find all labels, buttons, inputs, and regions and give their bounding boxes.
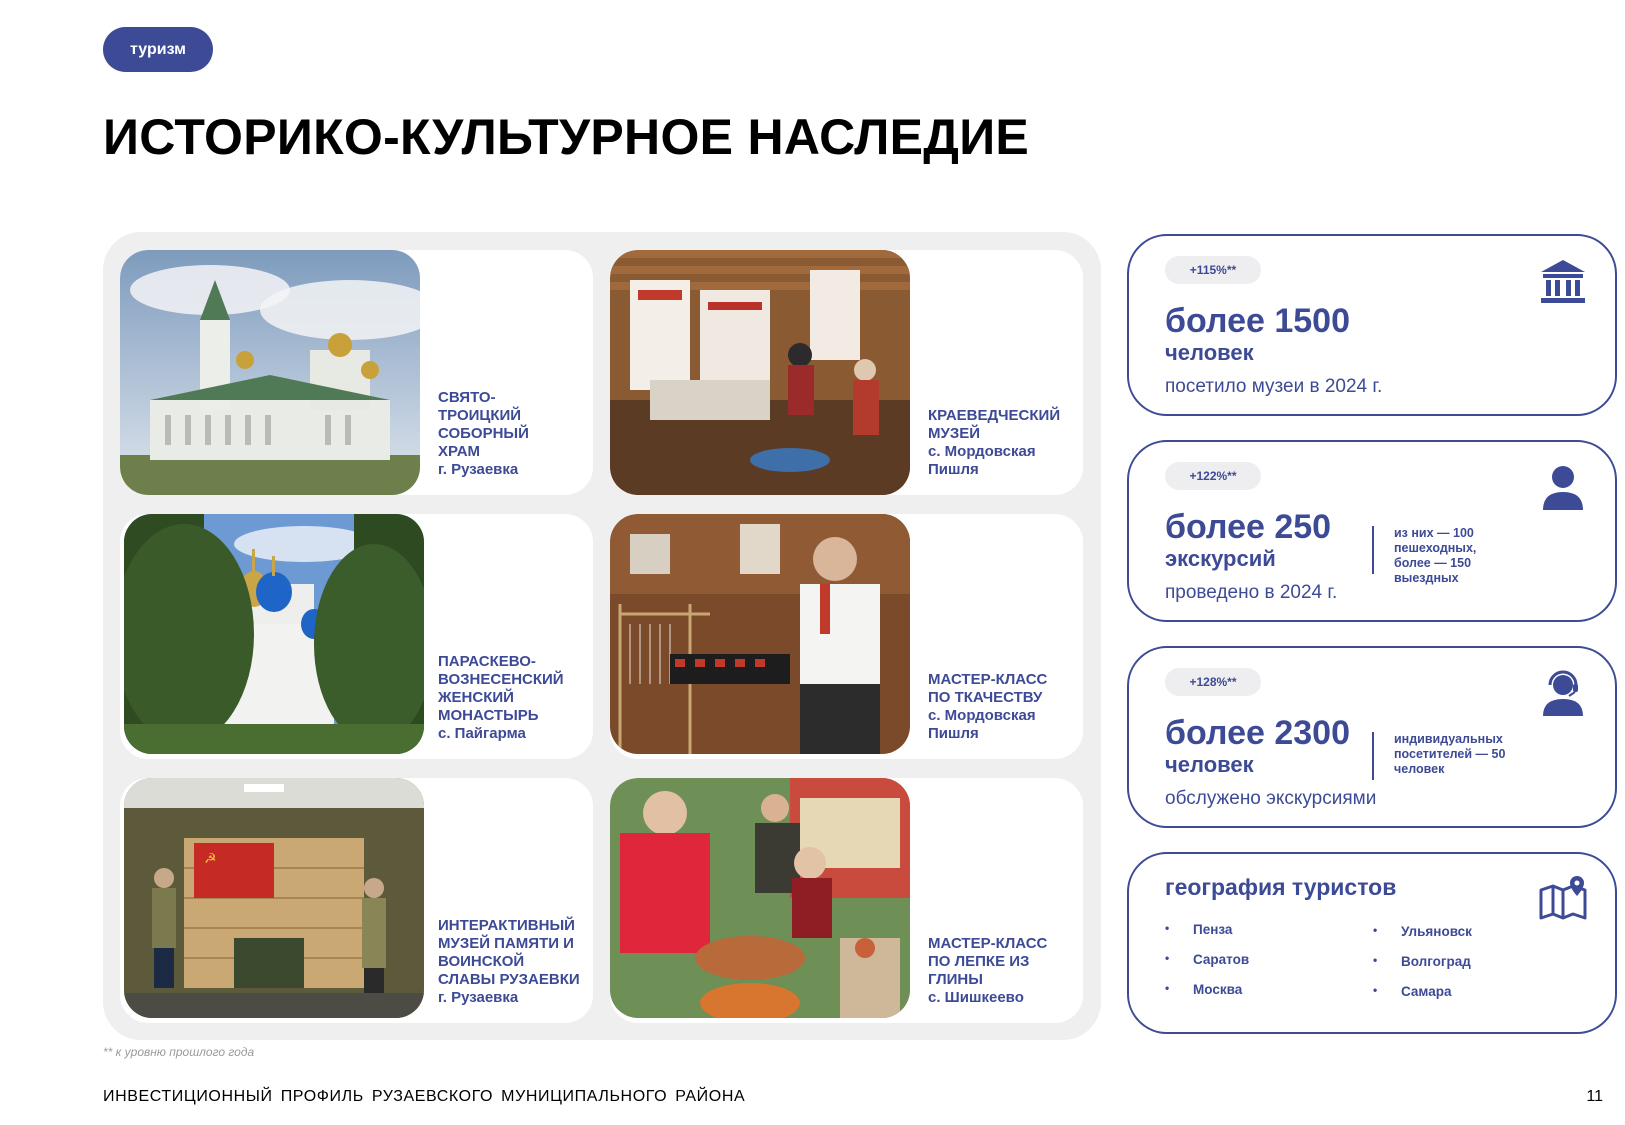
site-card-weaving: [610, 514, 1083, 759]
stat-note: из них — 100 пешеходных, более — 150 выездных: [1394, 526, 1477, 585]
site-place: с. Шишкеево: [928, 989, 1024, 1006]
site-caption: [438, 653, 588, 743]
stat-value: более 250: [1165, 508, 1332, 546]
city-item: • Москва: [1165, 982, 1249, 1012]
map-pin-icon: [1537, 872, 1589, 924]
city-item: • Пенза: [1165, 922, 1249, 952]
site-name: КРАЕВЕДЧЕСКИЙ МУЗЕЙ: [928, 407, 1061, 442]
stat-description: обслужено экскурсиями: [1165, 788, 1377, 809]
stat-note: индивидуальных посетителей — 50 человек: [1394, 732, 1506, 776]
page-number: 11: [1586, 1088, 1603, 1105]
stat-value: более 2300: [1165, 714, 1350, 752]
stat-card-served: [1127, 646, 1617, 828]
city-list-left: [1165, 922, 1249, 1012]
site-name: МАСТЕР-КЛАСС ПО ЛЕПКЕ ИЗ ГЛИНЫ: [928, 935, 1048, 988]
growth-badge: +115%**: [1165, 256, 1261, 284]
guide-headset-icon: [1537, 668, 1589, 720]
divider: [1372, 732, 1374, 780]
growth-badge: +128%**: [1165, 668, 1261, 696]
divider: [1372, 526, 1374, 574]
site-place: с. Мордовская Пишля: [928, 443, 1036, 478]
museum-photo: [610, 250, 910, 495]
stat-description: проведено в 2024 г.: [1165, 582, 1338, 603]
site-name: МАСТЕР-КЛАСС ПО ТКАЧЕСТВУ: [928, 671, 1048, 706]
city-item: • Саратов: [1165, 952, 1249, 982]
site-name: ПАРАСКЕВО- ВОЗНЕСЕНСКИЙ ЖЕНСКИЙ МОНАСТЫРЬ: [438, 653, 564, 724]
site-card-cathedral: [120, 250, 593, 495]
growth-badge: +122%**: [1165, 462, 1261, 490]
weaving-photo: [610, 514, 910, 754]
site-name: СВЯТО- ТРОИЦКИЙ СОБОРНЫЙ ХРАМ: [438, 389, 529, 460]
stat-value: более 1500: [1165, 302, 1350, 340]
svg-text:☭: ☭: [204, 851, 217, 867]
stat-description: посетило музеи в 2024 г.: [1165, 376, 1383, 397]
monastery-photo: [124, 514, 424, 754]
footer-text: ИНВЕСТИЦИОННЫЙ ПРОФИЛЬ РУЗАЕВСКОГО МУНИЦИПАЛЬНОГО РАЙОНА: [103, 1088, 746, 1105]
city-item: • Ульяновск: [1373, 924, 1472, 954]
city-item: • Волгоград: [1373, 954, 1472, 984]
site-place: с. Мордовская Пишля: [928, 707, 1036, 742]
museum-icon: [1537, 256, 1589, 308]
stat-card-excursions: [1127, 440, 1617, 622]
stat-unit: человек: [1165, 340, 1254, 365]
footnote: ** к уровню прошлого года: [103, 1045, 255, 1059]
person-icon: [1537, 462, 1589, 514]
site-place: г. Рузаевка: [438, 461, 519, 478]
site-caption: [438, 917, 593, 1007]
page-title: ИСТОРИКО-КУЛЬТУРНОЕ НАСЛЕДИЕ: [103, 109, 1030, 165]
site-caption: [438, 389, 588, 479]
site-caption: [928, 671, 1078, 743]
city-item: • Самара: [1373, 984, 1472, 1014]
site-place: с. Пайгарма: [438, 725, 526, 742]
war-museum-photo: [124, 778, 424, 1018]
site-caption: [928, 407, 1078, 479]
section-tag: туризм: [103, 27, 213, 72]
site-card-museum: [610, 250, 1083, 495]
stat-unit: экскурсий: [1165, 546, 1276, 571]
sites-panel: [103, 232, 1101, 1040]
cathedral-photo: [120, 250, 420, 495]
site-card-pottery: [610, 778, 1083, 1023]
stat-unit: человек: [1165, 752, 1254, 777]
site-card-monastery: [120, 514, 593, 759]
site-place: г. Рузаевка: [438, 989, 519, 1006]
pottery-photo: [610, 778, 910, 1018]
city-list-right: [1373, 924, 1472, 1014]
stat-card-museum-visitors: [1127, 234, 1617, 416]
geography-card: [1127, 852, 1617, 1034]
site-caption: [928, 935, 1078, 1007]
geography-title: география туристов: [1165, 874, 1397, 900]
site-card-war-museum: [120, 778, 593, 1023]
site-name: ИНТЕРАКТИВНЫЙ МУЗЕЙ ПАМЯТИ И ВОИНСКОЙ СЛАВЫ РУЗАЕВКИ: [438, 917, 580, 988]
